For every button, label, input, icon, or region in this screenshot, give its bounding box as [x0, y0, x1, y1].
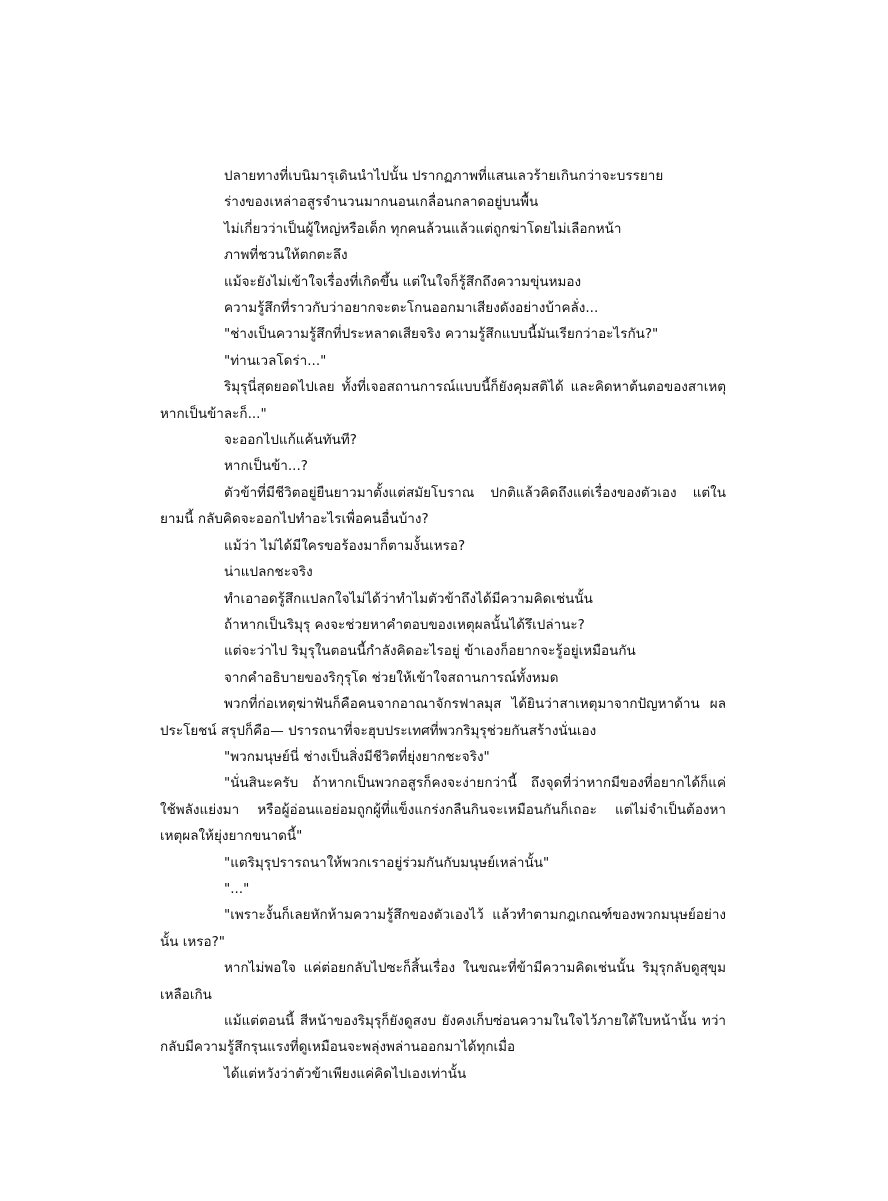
paragraph: หากไม่พอใจ แค่ต่อยกลับไปซะก็สิ้นเรื่อง ในขณะที่ข้ามีความคิดเช่นนั้น ริมุรุกลับดูสุขุม เหลือเกิน — [160, 960, 726, 1003]
paragraph: "พวกมนุษย์นี่ ช่างเป็นสิ่งมีชีวิตที่ยุ่งยากชะจริง" — [224, 748, 490, 765]
paragraph: พวกที่ก่อเหตุฆ่าฟันก็คือคนจากอาณาจักรฟาลมุส ได้ยินว่าสาเหตุมาจากปัญหาด้าน ผลประโยชน์ สรุปก็คือ— ปรารถนาที่จะฮุบประเทศที่พวกริมุรุช่วยกันสร้างนั่นเอง — [160, 696, 726, 739]
paragraph: ปลายทางที่เบนิมารุเดินนำไปนั้น ปรากฏภาพที่แสนเลวร้ายเกินกว่าจะบรรยาย — [224, 168, 664, 184]
paragraph: แม้จะยังไม่เข้าใจเรื่องที่เกิดขึ้น แต่ในใจก็รู้สึกถึงความขุ่นหมอง — [224, 273, 582, 290]
body-text — [160, 163, 726, 1087]
paragraph: ไม่เกี่ยวว่าเป็นผู้ใหญ่หรือเด็ก ทุกคนล้วนแล้วแต่ถูกฆ่าโดยไม่เลือกหน้า — [224, 220, 622, 237]
paragraph: จากคำอธิบายของริกุรุโด ช่วยให้เข้าใจสถานการณ์ทั้งหมด — [224, 669, 559, 686]
paragraph: ความรู้สึกที่ราวกับว่าอยากจะตะโกนออกมาเสียงดังอย่างบ้าคลั่ง... — [224, 300, 599, 317]
paragraph: "แตริมุรุปรารถนาให้พวกเราอยู่ร่วมกันกับมนุษย์เหล่านั้น" — [224, 854, 550, 871]
paragraph: ได้แต่หวังว่าตัวข้าเพียงแค่คิดไปเองเท่านั้น — [224, 1065, 467, 1082]
paragraph: แม้ว่า ไม่ได้มีใครขอร้องมาก็ตามงั้นเหรอ? — [224, 537, 466, 554]
paragraph: "ช่างเป็นความรู้สึกที่ประหลาดเสียจริง ความรู้สึกแบบนี้มันเรียกว่าอะไรกัน?" — [224, 326, 659, 343]
paragraph: ริมุรุนี่สุดยอดไปเลย ทั้งที่เจอสถานการณ์แบบนี้ก็ยังคุมสติได้ และคิดหาต้นตอของสาเหตุ หากเป็นข้าละก็..." — [160, 379, 726, 422]
paragraph: หากเป็นข้า...? — [224, 458, 308, 475]
paragraph: ทำเอาอดรู้สึกแปลกใจไม่ได้ว่าทำไมตัวข้าถึงได้มีความคิดเช่นนั้น — [224, 590, 593, 607]
paragraph: แต่จะว่าไป ริมุรุในตอนนี้กำลังคิดอะไรอยู่ ข้าเองก็อยากจะรู้อยู่เหมือนกัน — [224, 643, 636, 660]
paragraph: แม้แต่ตอนนี้ สีหน้าของริมุรุก็ยังดูสงบ ยังคงเก็บซ่อนความในใจไว้ภายใต้ใบหน้านั้น ทว่า กลับมีความรู้สึกรุนแรงที่ดูเหมือนจะพลุ่งพล่านออกมาได้ทุกเมื่อ — [160, 1013, 726, 1056]
paragraph: ถ้าหากเป็นริมุรุ คงจะช่วยหาคำตอบของเหตุผลนั้นได้รึเปล่านะ? — [224, 616, 585, 633]
paragraph: "นั่นสินะครับ ถ้าหากเป็นพวกอสูรก็คงจะง่ายกว่านี้ ถึงจุดที่ว่าหากมีของที่อยากได้ก็แค่ ใช้พลังแย่งมา หรือผู้อ่อนแอย่อมถูกผู้ที่แข็งแกร่งกลืนกินจะเหมือนกันก็เถอะ แต่ไม่จำเป็นต้องหา เหตุผลให้ยุ่งยากขนาดนี้" — [160, 775, 726, 845]
paragraph: ร่างของเหล่าอสูรจำนวนมากนอนเกลื่อนกลาดอยู่บนพื้น — [224, 194, 539, 211]
paragraph: "ท่านเวลโดร่า..." — [224, 352, 327, 369]
paragraph: จะออกไปแก้แค้นทันที? — [224, 432, 357, 449]
paragraph: ตัวข้าที่มีชีวิตอยู่ยืนยาวมาตั้งแต่สมัยโบราณ ปกติแล้วคิดถึงแต่เรื่องของตัวเอง แต่ในยามนี้ กลับคิดจะออกไปทำอะไรเพื่อคนอื่นบ้าง? — [160, 484, 726, 528]
paragraph: "เพราะงั้นก็เลยหักห้ามความรู้สึกของตัวเองไว้ แล้วทำตามกฎเกณฑ์ของพวกมนุษย์อย่างนั้น เหรอ?" — [160, 907, 726, 950]
paragraph: ภาพที่ชวนให้ตกตะลึง — [224, 247, 348, 264]
paragraph: "..." — [224, 880, 250, 897]
paragraph: น่าแปลกชะจริง — [224, 564, 313, 581]
